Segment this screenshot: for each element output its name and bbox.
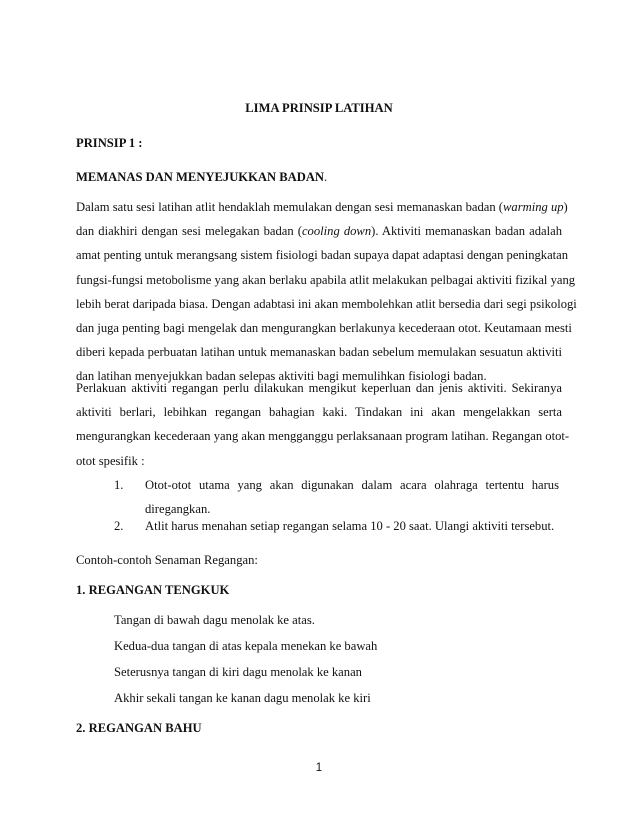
paragraph-warmup [76, 199, 577, 393]
paragraph-line: aktiviti berlari, lebihkan regangan bahagian kaki. Tindakan ini akan mengelakkan serta [76, 405, 562, 420]
paragraph-stretching [76, 380, 570, 477]
section-heading [76, 169, 327, 185]
text-run: dan diakhiri dengan sesi melegakan badan ( [76, 224, 302, 239]
list-item-number: 1. [114, 478, 124, 492]
neck-step: Akhir sekali tangan ke kanan dagu menolak ke kiri [114, 691, 371, 705]
section-shoulder-heading: 2. REGANGAN BAHU [76, 721, 202, 735]
paragraph-line: lebih berat daripada biasa. Dengan adabtasi ini akan membolehkan atlit bersedia dari segi psikologi [76, 296, 577, 311]
neck-step: Kedua-dua tangan di atas kepala menekan ke bawah [114, 639, 378, 653]
document-title: LIMA PRINSIP LATIHAN [245, 101, 393, 115]
italic-term: warming up [503, 200, 564, 214]
list-item-number: 2. [114, 519, 124, 533]
paragraph-line [76, 223, 562, 247]
paragraph-line: otot spesifik : [76, 453, 145, 468]
italic-term: cooling down [301, 224, 372, 239]
paragraph-line: Perlakuan aktiviti regangan perlu dilakukan mengikut keperluan dan jenis aktiviti. Sekiranya [76, 381, 562, 395]
list-item-line: Otot-otot utama yang akan digunakan dalam acara olahraga tertentu harus [145, 478, 559, 492]
principle-heading: PRINSIP 1 : [76, 136, 143, 150]
list-item [114, 518, 574, 538]
paragraph-line [76, 199, 568, 223]
section-heading-period: . [324, 170, 328, 184]
list-item-line: Atlit harus menahan setiap regangan selama 10 - 20 saat. Ulangi aktiviti tersebut. [145, 519, 555, 533]
paragraph-line: mengurangkan kecederaan yang akan mengganggu perlaksanaan program latihan. Regangan otot- [76, 429, 570, 444]
paragraph-line: dan juga penting bagi mengelak dan mengurangkan berlakunya kecederaan otot. Keutamaan mesti [76, 320, 572, 335]
neck-step: Seterusnya tangan di kiri dagu menolak ke kanan [114, 665, 362, 679]
list-item-line: diregangkan. [145, 502, 211, 517]
paragraph-line: fungsi-fungsi metobolisme yang akan berlaku apabila atlit melakukan pelbagai aktiviti fizikal yang [76, 272, 576, 287]
text-run: Dalam satu sesi latihan atlit hendaklah memulakan dengan sesi memanaskan badan ( [76, 200, 504, 214]
paragraph-line: diberi kepada perbuatan latihan untuk memanaskan badan sebelum memulakan sesuatun aktiviti [76, 345, 562, 360]
neck-step: Tangan di bawah dagu menolak ke atas. [114, 613, 315, 627]
page-number: 1 [315, 762, 323, 774]
examples-intro: Contoh-contoh Senaman Regangan: [76, 553, 258, 567]
section-heading-text: MEMANAS DAN MENYEJUKKAN BADAN [76, 170, 325, 184]
paragraph-line: amat penting untuk merangsang sistem fisiologi badan supaya dapat adaptasi dengan peningkatan [76, 248, 569, 263]
paragraph-line: dan latihan menyejukkan badan selepas aktiviti bagi memulihkan fisiologi badan. [76, 369, 487, 384]
section-neck-heading: 1. REGANGAN TENGKUK [76, 583, 230, 597]
list-item-text [145, 518, 559, 542]
text-run: ). Aktiviti memanaskan badan adalah [371, 224, 562, 239]
text-run: ) [563, 200, 568, 214]
